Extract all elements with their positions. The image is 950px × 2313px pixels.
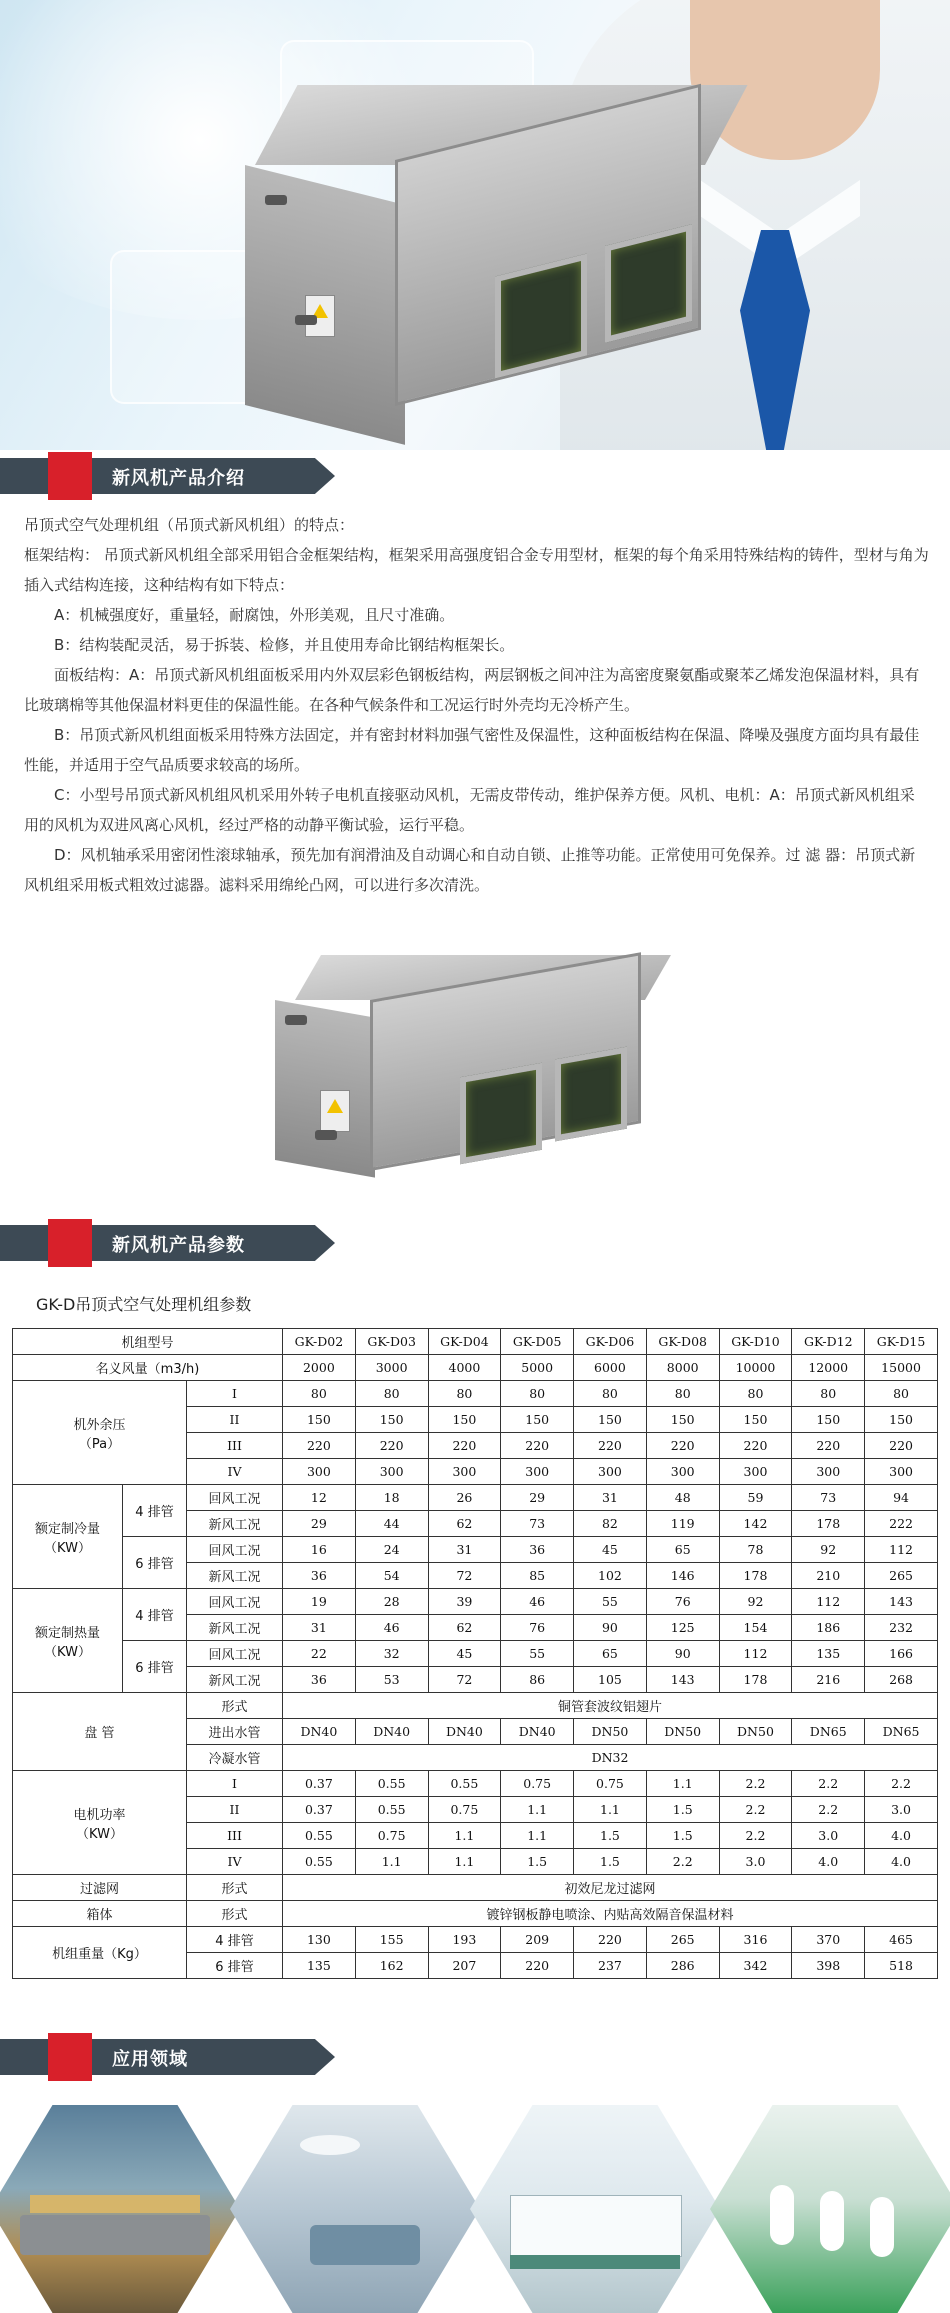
spec-table bbox=[12, 1328, 938, 1979]
value-cell: 300 bbox=[355, 1459, 428, 1485]
value-cell: 300 bbox=[792, 1459, 865, 1485]
level-label: III bbox=[187, 1433, 283, 1459]
value-cell: 73 bbox=[501, 1511, 574, 1537]
value-cell: 29 bbox=[501, 1485, 574, 1511]
value-cell: 80 bbox=[865, 1381, 938, 1407]
label-coil: 盘 管 bbox=[13, 1693, 187, 1771]
table-row bbox=[13, 1537, 938, 1563]
value-cell: 4.0 bbox=[865, 1823, 938, 1849]
value-cell: 1.1 bbox=[428, 1849, 501, 1875]
intro-paragraph: A：机械强度好，重量轻，耐腐蚀，外形美观，且尺寸准确。 bbox=[24, 606, 455, 624]
model-cell: GK-D04 bbox=[428, 1329, 501, 1355]
value-cell: 92 bbox=[719, 1589, 792, 1615]
value-cell: 207 bbox=[428, 1953, 501, 1979]
value-cell: 72 bbox=[428, 1667, 501, 1693]
value-cell: 94 bbox=[865, 1485, 938, 1511]
value-cell: 142 bbox=[719, 1511, 792, 1537]
value-cell: 8000 bbox=[646, 1355, 719, 1381]
label-airflow: 名义风量（m3/h) bbox=[13, 1355, 283, 1381]
value-cell: 12 bbox=[283, 1485, 356, 1511]
level-label: I bbox=[187, 1771, 283, 1797]
row-label-main: 机外余压 bbox=[73, 1417, 126, 1433]
value-cell: 80 bbox=[428, 1381, 501, 1407]
value-cell: 125 bbox=[646, 1615, 719, 1641]
value-cell: 186 bbox=[792, 1615, 865, 1641]
value-cell: 178 bbox=[719, 1667, 792, 1693]
row-label-main: 额定制冷量 bbox=[34, 1521, 100, 1537]
value-cell: 237 bbox=[574, 1953, 647, 1979]
table-row bbox=[13, 1875, 938, 1901]
value-cell: 0.75 bbox=[428, 1797, 501, 1823]
value-cell: 268 bbox=[865, 1667, 938, 1693]
value-cell: 398 bbox=[792, 1953, 865, 1979]
value-cell: 36 bbox=[283, 1563, 356, 1589]
intro-paragraph: D：风机轴承采用密闭性滚球轴承，预先加有润滑油及自动调心和自动自锁、止推等功能。正常使用可免保养。过 滤 器：吊顶式新风机组采用板式粗效过滤器。滤料采用绵纶凸网，可以进行多次清洗。 bbox=[24, 846, 916, 894]
value-cell: 31 bbox=[428, 1537, 501, 1563]
coil-form-value: 铜管套波纹铝翅片 bbox=[283, 1693, 938, 1719]
value-cell: 265 bbox=[646, 1927, 719, 1953]
value-cell: 39 bbox=[428, 1589, 501, 1615]
label-cooling bbox=[13, 1485, 123, 1589]
value-cell: 146 bbox=[646, 1563, 719, 1589]
value-cell: 222 bbox=[865, 1511, 938, 1537]
value-cell: 370 bbox=[792, 1927, 865, 1953]
value-cell: 150 bbox=[428, 1407, 501, 1433]
food-factory-icon bbox=[0, 2105, 240, 2313]
value-cell: 220 bbox=[792, 1433, 865, 1459]
value-cell: 80 bbox=[355, 1381, 428, 1407]
value-cell: 6000 bbox=[574, 1355, 647, 1381]
row-label-main: 电机功率 bbox=[73, 1807, 126, 1823]
table-row bbox=[13, 1329, 938, 1355]
value-cell: 0.75 bbox=[501, 1771, 574, 1797]
value-cell: 210 bbox=[792, 1563, 865, 1589]
value-cell: 46 bbox=[501, 1589, 574, 1615]
value-cell: 44 bbox=[355, 1511, 428, 1537]
value-cell: 220 bbox=[646, 1433, 719, 1459]
value-cell: 29 bbox=[283, 1511, 356, 1537]
value-cell: 150 bbox=[719, 1407, 792, 1433]
model-cell: GK-D06 bbox=[574, 1329, 647, 1355]
value-cell: 26 bbox=[428, 1485, 501, 1511]
section-title-intro: 新风机产品介绍 bbox=[112, 468, 245, 489]
value-cell: 65 bbox=[646, 1537, 719, 1563]
label-weight: 机组重量（Kg） bbox=[13, 1927, 187, 1979]
row-label-unit: （Pa） bbox=[78, 1436, 121, 1452]
value-cell: 300 bbox=[501, 1459, 574, 1485]
air-handler-unit-image-2 bbox=[275, 955, 645, 1205]
value-cell: 1.5 bbox=[574, 1849, 647, 1875]
level-label: III bbox=[187, 1823, 283, 1849]
level-label: II bbox=[187, 1407, 283, 1433]
value-cell: 55 bbox=[501, 1641, 574, 1667]
value-cell: 220 bbox=[719, 1433, 792, 1459]
value-cell: 2000 bbox=[283, 1355, 356, 1381]
value-cell: 143 bbox=[646, 1667, 719, 1693]
value-cell: 220 bbox=[865, 1433, 938, 1459]
value-cell: 286 bbox=[646, 1953, 719, 1979]
box-form-value: 镀锌钢板静电喷涂、内贴高效隔音保温材料 bbox=[283, 1901, 938, 1927]
label-row6: 6 排管 bbox=[123, 1537, 187, 1589]
value-cell: 72 bbox=[428, 1563, 501, 1589]
value-cell: 119 bbox=[646, 1511, 719, 1537]
value-cell: 54 bbox=[355, 1563, 428, 1589]
value-cell: 3.0 bbox=[792, 1823, 865, 1849]
value-cell: 112 bbox=[865, 1537, 938, 1563]
section-banner-params bbox=[0, 1219, 340, 1265]
model-cell: GK-D10 bbox=[719, 1329, 792, 1355]
value-cell: 12000 bbox=[792, 1355, 865, 1381]
label-row4: 4 排管 bbox=[123, 1589, 187, 1641]
value-cell: 193 bbox=[428, 1927, 501, 1953]
intro-paragraph: 面板结构：A：吊顶式新风机组面板采用内外双层彩色钢板结构，两层钢板之间冲注为高密度聚氨酯或聚苯乙烯发泡保温材料，具有比玻璃棉等其他保温材料更佳的保温性能。在各种气候条件和工况运行时外壳均无冷桥产生。 bbox=[24, 666, 920, 714]
laboratory-icon bbox=[470, 2105, 720, 2313]
value-cell: DN50 bbox=[574, 1719, 647, 1745]
row-label-unit: （KW） bbox=[76, 1826, 123, 1842]
value-cell: 0.37 bbox=[283, 1797, 356, 1823]
table-row bbox=[13, 1355, 938, 1381]
section-banner-apps bbox=[0, 2033, 340, 2079]
value-cell: 1.1 bbox=[428, 1823, 501, 1849]
value-cell: 62 bbox=[428, 1615, 501, 1641]
filter-form-value: 初效尼龙过滤网 bbox=[283, 1875, 938, 1901]
value-cell: 82 bbox=[574, 1511, 647, 1537]
operating-room-icon bbox=[230, 2105, 480, 2313]
value-cell: DN40 bbox=[355, 1719, 428, 1745]
value-cell: 105 bbox=[574, 1667, 647, 1693]
row-label-main: 额定制热量 bbox=[34, 1625, 100, 1641]
value-cell: 3000 bbox=[355, 1355, 428, 1381]
value-cell: 36 bbox=[501, 1537, 574, 1563]
value-cell: 92 bbox=[792, 1537, 865, 1563]
table-row bbox=[13, 1589, 938, 1615]
value-cell: 178 bbox=[719, 1563, 792, 1589]
application-gallery bbox=[0, 2105, 950, 2313]
air-handler-unit-image bbox=[245, 85, 705, 445]
label-heating bbox=[13, 1589, 123, 1693]
value-cell: 2.2 bbox=[792, 1797, 865, 1823]
value-cell: 0.55 bbox=[283, 1849, 356, 1875]
value-cell: DN40 bbox=[501, 1719, 574, 1745]
value-cell: 220 bbox=[574, 1433, 647, 1459]
value-cell: 24 bbox=[355, 1537, 428, 1563]
value-cell: 232 bbox=[865, 1615, 938, 1641]
value-cell: 2.2 bbox=[865, 1771, 938, 1797]
value-cell: 130 bbox=[283, 1927, 356, 1953]
model-cell: GK-D03 bbox=[355, 1329, 428, 1355]
label-condensate: 冷凝水管 bbox=[187, 1745, 283, 1771]
value-cell: 86 bbox=[501, 1667, 574, 1693]
value-cell: 2.2 bbox=[646, 1849, 719, 1875]
value-cell: 150 bbox=[792, 1407, 865, 1433]
value-cell: 76 bbox=[646, 1589, 719, 1615]
label-condition: 回风工况 bbox=[187, 1537, 283, 1563]
value-cell: 300 bbox=[865, 1459, 938, 1485]
condensate-value: DN32 bbox=[283, 1745, 938, 1771]
table-row bbox=[13, 1771, 938, 1797]
value-cell: 45 bbox=[574, 1537, 647, 1563]
value-cell: 10000 bbox=[719, 1355, 792, 1381]
table-row bbox=[13, 1485, 938, 1511]
header-model: 机组型号 bbox=[13, 1329, 283, 1355]
value-cell: 150 bbox=[355, 1407, 428, 1433]
label-rows: 4 排管 bbox=[187, 1927, 283, 1953]
table-row bbox=[13, 1693, 938, 1719]
value-cell: DN40 bbox=[428, 1719, 501, 1745]
level-label: I bbox=[187, 1381, 283, 1407]
hero-image bbox=[0, 0, 950, 450]
value-cell: 22 bbox=[283, 1641, 356, 1667]
value-cell: 220 bbox=[283, 1433, 356, 1459]
table-row bbox=[13, 1641, 938, 1667]
table-title: GK-D吊顶式空气处理机组参数 bbox=[36, 1295, 252, 1314]
value-cell: 0.75 bbox=[355, 1823, 428, 1849]
value-cell: 1.5 bbox=[501, 1849, 574, 1875]
value-cell: 220 bbox=[428, 1433, 501, 1459]
label-motor bbox=[13, 1771, 187, 1875]
value-cell: 76 bbox=[501, 1615, 574, 1641]
model-cell: GK-D05 bbox=[501, 1329, 574, 1355]
value-cell: 73 bbox=[792, 1485, 865, 1511]
value-cell: 135 bbox=[792, 1641, 865, 1667]
value-cell: 2.2 bbox=[719, 1771, 792, 1797]
level-label: IV bbox=[187, 1459, 283, 1485]
value-cell: 102 bbox=[574, 1563, 647, 1589]
label-condition: 回风工况 bbox=[187, 1641, 283, 1667]
intro-paragraph: B：吊顶式新风机组面板采用特殊方法固定，并有密封材料加强气密性及保温性，这种面板结构在保温、降噪及强度方面均具有最佳性能，并适用于空气品质要求较高的场所。 bbox=[24, 726, 920, 774]
table-row bbox=[13, 1381, 938, 1407]
value-cell: DN65 bbox=[865, 1719, 938, 1745]
value-cell: 1.1 bbox=[574, 1797, 647, 1823]
value-cell: 112 bbox=[792, 1589, 865, 1615]
value-cell: 4.0 bbox=[792, 1849, 865, 1875]
product-intro-text bbox=[24, 510, 929, 900]
value-cell: 59 bbox=[719, 1485, 792, 1511]
value-cell: 90 bbox=[574, 1615, 647, 1641]
value-cell: 0.75 bbox=[574, 1771, 647, 1797]
value-cell: 135 bbox=[283, 1953, 356, 1979]
value-cell: 4000 bbox=[428, 1355, 501, 1381]
intro-paragraph: B：结构装配灵活，易于拆装、检修，并且使用寿命比钢结构框架长。 bbox=[24, 636, 515, 654]
value-cell: DN40 bbox=[283, 1719, 356, 1745]
value-cell: 1.1 bbox=[646, 1771, 719, 1797]
label-row6: 6 排管 bbox=[123, 1641, 187, 1693]
value-cell: 0.55 bbox=[428, 1771, 501, 1797]
value-cell: 31 bbox=[574, 1485, 647, 1511]
value-cell: 162 bbox=[355, 1953, 428, 1979]
value-cell: 342 bbox=[719, 1953, 792, 1979]
value-cell: 150 bbox=[501, 1407, 574, 1433]
label-form: 形式 bbox=[187, 1693, 283, 1719]
value-cell: 48 bbox=[646, 1485, 719, 1511]
section-banner-intro bbox=[0, 452, 340, 498]
label-condition: 新风工况 bbox=[187, 1563, 283, 1589]
model-cell: GK-D02 bbox=[283, 1329, 356, 1355]
label-rows: 6 排管 bbox=[187, 1953, 283, 1979]
value-cell: 220 bbox=[355, 1433, 428, 1459]
value-cell: 143 bbox=[865, 1589, 938, 1615]
value-cell: 316 bbox=[719, 1927, 792, 1953]
label-condition: 回风工况 bbox=[187, 1589, 283, 1615]
value-cell: 80 bbox=[646, 1381, 719, 1407]
value-cell: 18 bbox=[355, 1485, 428, 1511]
value-cell: 0.55 bbox=[283, 1823, 356, 1849]
value-cell: 1.1 bbox=[501, 1797, 574, 1823]
value-cell: DN50 bbox=[719, 1719, 792, 1745]
value-cell: 150 bbox=[646, 1407, 719, 1433]
value-cell: 220 bbox=[501, 1953, 574, 1979]
value-cell: 80 bbox=[792, 1381, 865, 1407]
value-cell: 300 bbox=[646, 1459, 719, 1485]
level-label: II bbox=[187, 1797, 283, 1823]
intro-paragraph: C：小型号吊顶式新风机组风机采用外转子电机直接驱动风机，无需皮带传动，维护保养方便。风机、电机：A：吊顶式新风机组采用的风机为双进风离心风机，经过严格的动静平衡试验，运行平稳。 bbox=[24, 786, 915, 834]
cleanroom-icon bbox=[710, 2105, 950, 2313]
value-cell: 3.0 bbox=[719, 1849, 792, 1875]
label-condition: 新风工况 bbox=[187, 1667, 283, 1693]
label-condition: 新风工况 bbox=[187, 1511, 283, 1537]
value-cell: 209 bbox=[501, 1927, 574, 1953]
label-filter: 过滤网 bbox=[13, 1875, 187, 1901]
value-cell: 15000 bbox=[865, 1355, 938, 1381]
value-cell: 154 bbox=[719, 1615, 792, 1641]
label-form: 形式 bbox=[187, 1875, 283, 1901]
value-cell: 78 bbox=[719, 1537, 792, 1563]
value-cell: 112 bbox=[719, 1641, 792, 1667]
model-cell: GK-D08 bbox=[646, 1329, 719, 1355]
value-cell: 150 bbox=[574, 1407, 647, 1433]
value-cell: 19 bbox=[283, 1589, 356, 1615]
value-cell: 0.37 bbox=[283, 1771, 356, 1797]
table-row bbox=[13, 1927, 938, 1953]
value-cell: 28 bbox=[355, 1589, 428, 1615]
value-cell: 300 bbox=[719, 1459, 792, 1485]
label-row4: 4 排管 bbox=[123, 1485, 187, 1537]
value-cell: 1.5 bbox=[646, 1797, 719, 1823]
value-cell: 65 bbox=[574, 1641, 647, 1667]
value-cell: DN50 bbox=[646, 1719, 719, 1745]
value-cell: 90 bbox=[646, 1641, 719, 1667]
value-cell: 4.0 bbox=[865, 1849, 938, 1875]
value-cell: 1.5 bbox=[574, 1823, 647, 1849]
value-cell: 62 bbox=[428, 1511, 501, 1537]
value-cell: 216 bbox=[792, 1667, 865, 1693]
value-cell: 1.1 bbox=[355, 1849, 428, 1875]
value-cell: DN65 bbox=[792, 1719, 865, 1745]
value-cell: 265 bbox=[865, 1563, 938, 1589]
value-cell: 80 bbox=[501, 1381, 574, 1407]
value-cell: 85 bbox=[501, 1563, 574, 1589]
value-cell: 45 bbox=[428, 1641, 501, 1667]
section-title-params: 新风机产品参数 bbox=[112, 1235, 245, 1256]
value-cell: 300 bbox=[428, 1459, 501, 1485]
value-cell: 55 bbox=[574, 1589, 647, 1615]
value-cell: 2.2 bbox=[719, 1823, 792, 1849]
value-cell: 0.55 bbox=[355, 1797, 428, 1823]
value-cell: 80 bbox=[719, 1381, 792, 1407]
value-cell: 518 bbox=[865, 1953, 938, 1979]
value-cell: 155 bbox=[355, 1927, 428, 1953]
value-cell: 300 bbox=[574, 1459, 647, 1485]
value-cell: 16 bbox=[283, 1537, 356, 1563]
value-cell: 36 bbox=[283, 1667, 356, 1693]
model-cell: GK-D12 bbox=[792, 1329, 865, 1355]
section-title-apps: 应用领域 bbox=[112, 2049, 188, 2070]
label-condition: 新风工况 bbox=[187, 1615, 283, 1641]
model-cell: GK-D15 bbox=[865, 1329, 938, 1355]
value-cell: 166 bbox=[865, 1641, 938, 1667]
intro-paragraph: 框架结构： 吊顶式新风机组全部采用铝合金框架结构，框架采用高强度铝合金专用型材，框架的每个角采用特殊结构的铸件，型材与角为插入式结构连接，这种结构有如下特点： bbox=[24, 546, 929, 594]
value-cell: 178 bbox=[792, 1511, 865, 1537]
row-label-unit: （KW） bbox=[44, 1540, 91, 1556]
value-cell: 53 bbox=[355, 1667, 428, 1693]
value-cell: 3.0 bbox=[865, 1797, 938, 1823]
value-cell: 0.55 bbox=[355, 1771, 428, 1797]
label-condition: 回风工况 bbox=[187, 1485, 283, 1511]
value-cell: 465 bbox=[865, 1927, 938, 1953]
value-cell: 220 bbox=[501, 1433, 574, 1459]
label-pressure bbox=[13, 1381, 187, 1485]
table-row bbox=[13, 1901, 938, 1927]
value-cell: 80 bbox=[283, 1381, 356, 1407]
value-cell: 2.2 bbox=[792, 1771, 865, 1797]
value-cell: 150 bbox=[283, 1407, 356, 1433]
row-label-unit: （KW） bbox=[44, 1644, 91, 1660]
value-cell: 2.2 bbox=[719, 1797, 792, 1823]
value-cell: 46 bbox=[355, 1615, 428, 1641]
value-cell: 1.5 bbox=[646, 1823, 719, 1849]
label-in-out: 进出水管 bbox=[187, 1719, 283, 1745]
value-cell: 150 bbox=[865, 1407, 938, 1433]
value-cell: 5000 bbox=[501, 1355, 574, 1381]
intro-paragraph: 吊顶式空气处理机组（吊顶式新风机组）的特点： bbox=[24, 516, 355, 534]
value-cell: 220 bbox=[574, 1927, 647, 1953]
level-label: IV bbox=[187, 1849, 283, 1875]
value-cell: 32 bbox=[355, 1641, 428, 1667]
value-cell: 31 bbox=[283, 1615, 356, 1641]
label-box: 箱体 bbox=[13, 1901, 187, 1927]
value-cell: 300 bbox=[283, 1459, 356, 1485]
label-form: 形式 bbox=[187, 1901, 283, 1927]
value-cell: 80 bbox=[574, 1381, 647, 1407]
value-cell: 1.1 bbox=[501, 1823, 574, 1849]
